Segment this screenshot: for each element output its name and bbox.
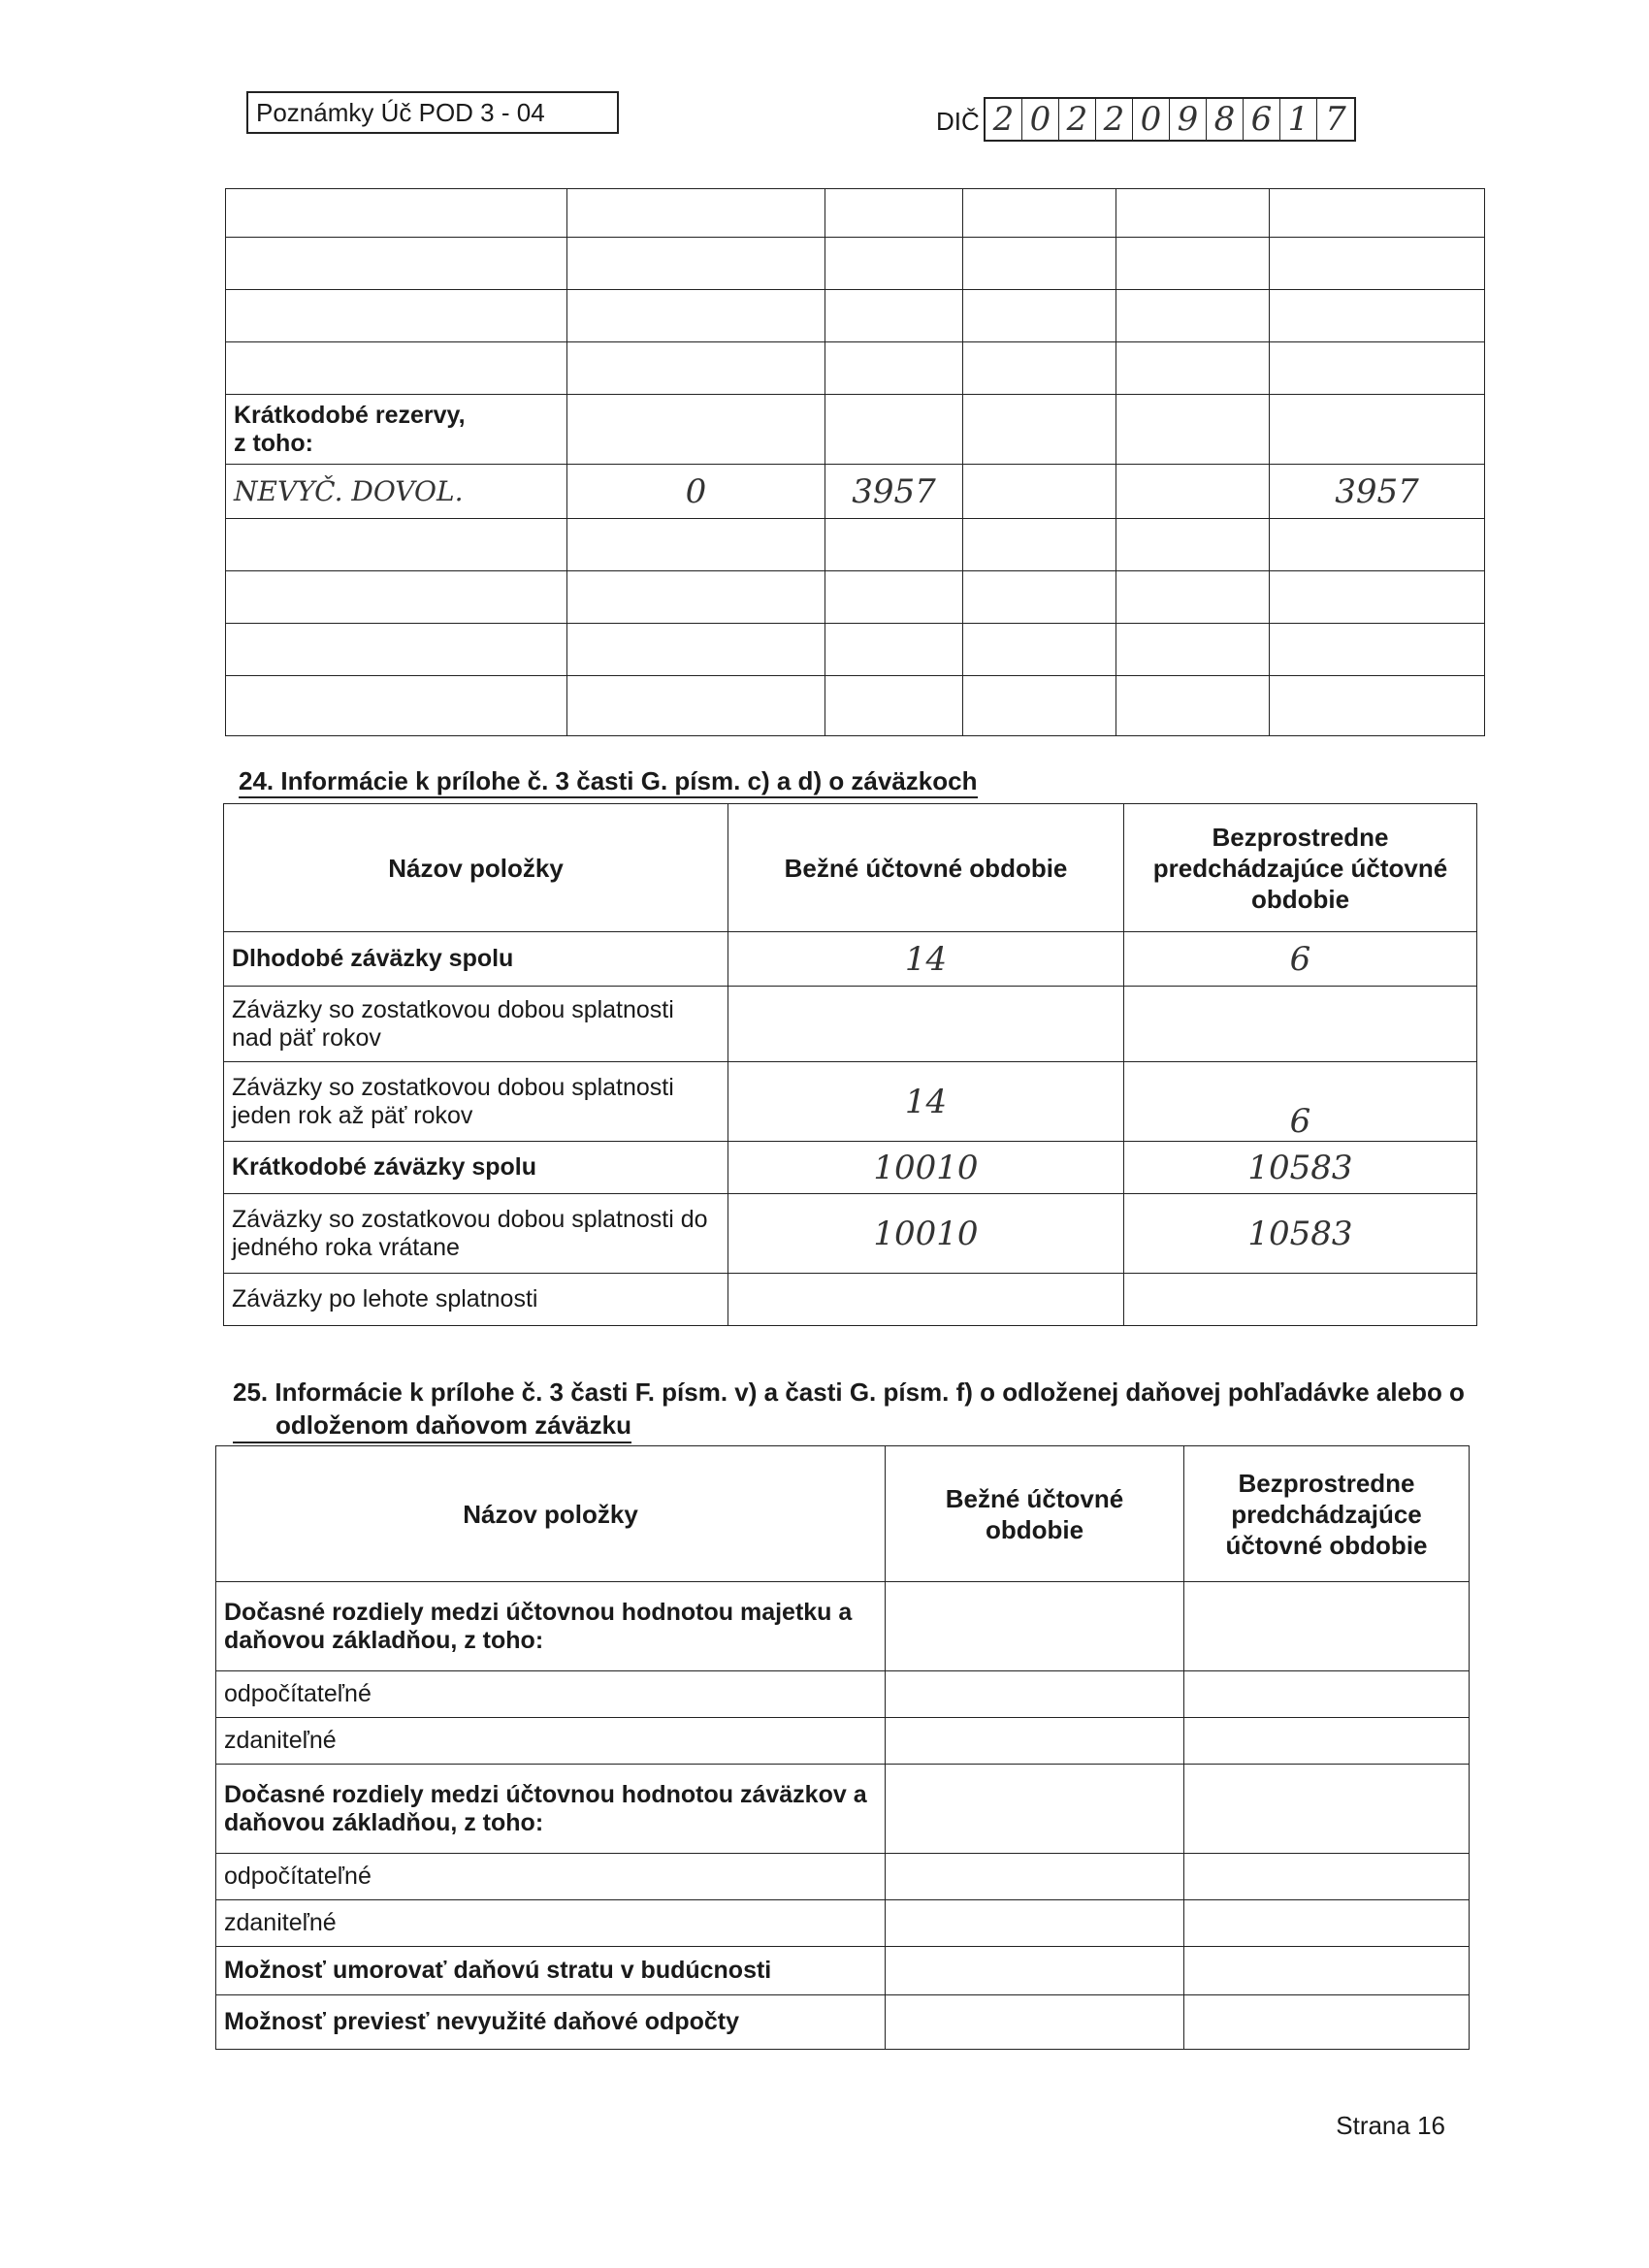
row-label: odpočítateľné [216,1854,886,1900]
page-number: Strana 16 [1336,2111,1445,2140]
value-current [728,987,1124,1062]
deferred-tax-table [215,1445,1470,2050]
col-header-current: Bežné účtovné obdobie [886,1446,1184,1582]
table-row [226,465,1485,519]
table-row [216,1854,1470,1900]
value-current [886,1671,1184,1718]
dic-digit: 7 [1325,100,1346,139]
row-label: Záväzky po lehote splatnosti [224,1274,728,1326]
col-header-previous: Bezprostredne predchádzajúce účtovné obdobie [1124,804,1477,932]
table-row [226,676,1485,736]
table-header-row [224,804,1477,932]
value-previous: 6 [1124,1062,1477,1142]
value-previous [1184,1854,1470,1900]
value-previous: 6 [1124,932,1477,987]
table-row [216,1671,1470,1718]
value-previous [1184,1718,1470,1765]
reserves-table [225,188,1485,736]
value-previous: 10583 [1124,1194,1477,1274]
table-row [226,571,1485,624]
dic-digit: 2 [1096,99,1133,140]
table-header-row [216,1446,1470,1582]
value-current [886,1995,1184,2050]
value-current: 14 [728,932,1124,987]
liabilities-table [223,803,1477,1326]
value-current [886,1900,1184,1947]
reserve-item-name: NEVYČ. DOVOL. [226,465,567,519]
col-header-name: Názov položky [216,1446,886,1582]
value-previous [1184,1671,1470,1718]
value-previous [1124,1274,1477,1326]
dic-field[interactable] [984,97,1356,142]
form-label-box [246,91,619,134]
table-row [226,624,1485,676]
value-current [886,1854,1184,1900]
dic-digit: 2 [986,99,1022,140]
table-row [226,395,1485,465]
dic-digit: 6 [1244,99,1280,140]
table-row [224,1062,1477,1142]
row-label: Dočasné rozdiely medzi účtovnou hodnotou záväzkov a daňovou základňou, z toho: [216,1765,886,1854]
row-label: Záväzky so zostatkovou dobou splatnosti do jedného roka vrátane [224,1194,728,1274]
dic-digit: 0 [1133,99,1170,140]
table-row [226,519,1485,571]
value-previous: 10583 [1124,1142,1477,1194]
value-current [728,1274,1124,1326]
value-previous [1184,1765,1470,1854]
reserve-value [963,465,1116,519]
table-row [224,1142,1477,1194]
row-label: Možnosť umorovať daňovú stratu v budúcnosti [216,1947,886,1995]
table-row [216,1947,1470,1995]
value-current [886,1718,1184,1765]
value-current: 10010 [728,1142,1124,1194]
reserve-value: 3957 [825,465,963,519]
reserve-value: 3957 [1270,465,1485,519]
row-label: Dočasné rozdiely medzi účtovnou hodnotou majetku a daňovou základňou, z toho: [216,1582,886,1671]
section24-title: 24. Informácie k prílohe č. 3 časti G. písm. c) a d) o záväzkoch [239,766,978,798]
table-row [224,1194,1477,1274]
value-current: 14 [728,1062,1124,1142]
dic-digit: 1 [1280,99,1317,140]
col-header-name: Názov položky [224,804,728,932]
dic-digit: 9 [1170,99,1207,140]
col-header-current: Bežné účtovné obdobie [728,804,1124,932]
table-row [216,1582,1470,1671]
reserves-section-label: Krátkodobé rezervy, z toho: [226,395,567,465]
form-label: Poznámky Úč POD 3 - 04 [256,98,545,127]
value-current [886,1947,1184,1995]
table-row [226,342,1485,395]
value-previous [1184,1582,1470,1671]
dic-digit: 2 [1059,99,1096,140]
table-row [226,238,1485,290]
table-row [216,1718,1470,1765]
reserve-value: 0 [567,465,825,519]
table-row [224,932,1477,987]
table-row [224,987,1477,1062]
row-label: zdaniteľné [216,1718,886,1765]
row-label: Záväzky so zostatkovou dobou splatnosti jeden rok až päť rokov [224,1062,728,1142]
table-row [226,290,1485,342]
row-label: odpočítateľné [216,1671,886,1718]
value-previous [1184,1995,1470,2050]
table-row [216,1995,1470,2050]
table-row [216,1900,1470,1947]
value-current [886,1765,1184,1854]
value-previous [1124,987,1477,1062]
dic-digit: 8 [1207,99,1244,140]
table-row [216,1765,1470,1854]
reserve-value [1116,465,1270,519]
table-row [226,189,1485,238]
col-header-previous: Bezprostredne predchádzajúce účtovné obdobie [1184,1446,1470,1582]
row-label: Krátkodobé záväzky spolu [224,1142,728,1194]
row-label: Záväzky so zostatkovou dobou splatnosti nad päť rokov [224,987,728,1062]
dic-digit: 0 [1022,99,1059,140]
table-row [224,1274,1477,1326]
row-label: zdaniteľné [216,1900,886,1947]
value-previous [1184,1900,1470,1947]
value-current: 10010 [728,1194,1124,1274]
section25-title: 25. Informácie k prílohe č. 3 časti F. písm. v) a časti G. písm. f) o odloženej daňovej pohľadávke alebo o odloženom daňovom záväzku [233,1376,1465,1443]
value-previous [1184,1947,1470,1995]
dic-label: DIČ [936,107,980,136]
value-current [886,1582,1184,1671]
row-label: Možnosť previesť nevyužité daňové odpočty [216,1995,886,2050]
row-label: Dlhodobé záväzky spolu [224,932,728,987]
